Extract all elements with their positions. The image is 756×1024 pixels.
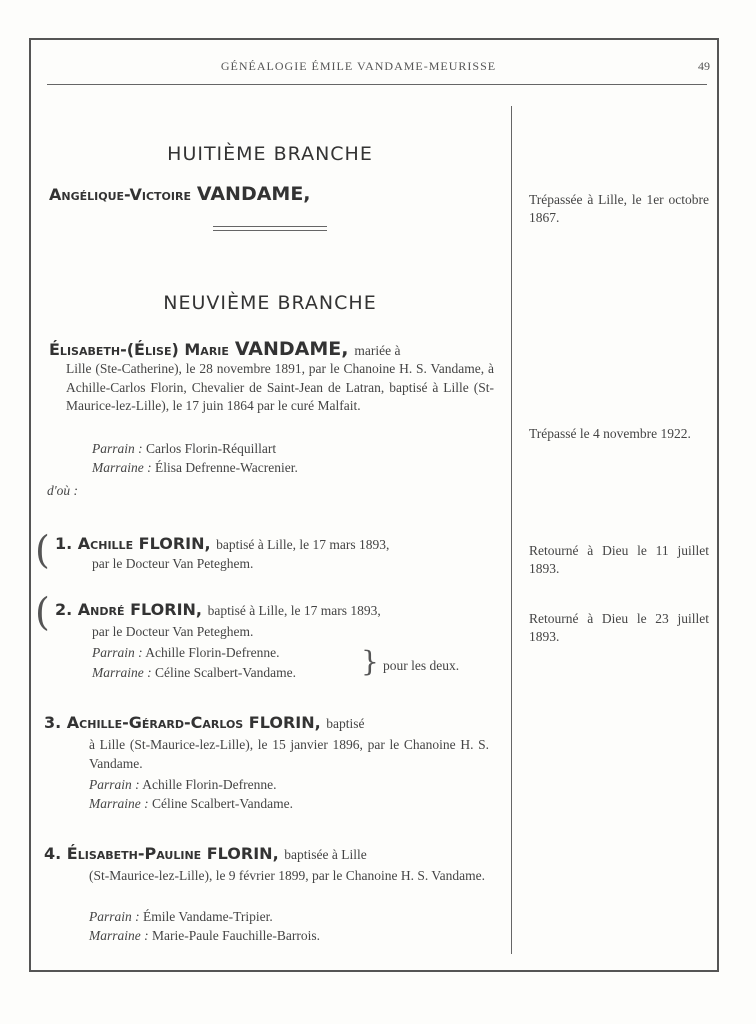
child1-note: Retourné à Dieu le 11 juillet 1893. xyxy=(529,543,709,576)
marraine-name: Céline Scalbert-Vandame. xyxy=(152,796,293,811)
parrain-label: Parrain : xyxy=(89,777,140,792)
child3-parrain xyxy=(89,776,276,795)
parrain-name: Achille Florin-Defrenne. xyxy=(142,777,277,792)
marraine-label: Marraine : xyxy=(89,796,149,811)
header-title: GÉNÉALOGIE ÉMILE VANDAME-MEURISSE xyxy=(220,59,497,73)
child2-note: Retourné à Dieu le 23 juillet 1893. xyxy=(529,611,709,644)
child3-last-name: FLORIN, xyxy=(248,713,321,732)
marraine-name: Marie-Paule Fauchille-Barrois. xyxy=(152,928,320,943)
child2-text2: par le Docteur Van Peteghem. xyxy=(92,624,254,639)
parrain-label: Parrain : xyxy=(89,909,140,924)
child1-text1: baptisé à Lille, le 17 mars 1893, xyxy=(216,537,390,552)
branch8-heading: HUITIÈME BRANCHE xyxy=(167,143,373,165)
brace-left: ( xyxy=(35,528,50,572)
child3-text1: baptisé xyxy=(326,716,365,731)
child2-number: 2. xyxy=(55,600,73,619)
child2-marraine xyxy=(92,664,296,683)
child1-text2: par le Docteur Van Peteghem. xyxy=(92,556,254,571)
child3-text2: à Lille (St-Maurice-lez-Lille), le 15 janvier 1896, par le Chanoine H. S. Vandame. xyxy=(89,737,489,771)
branch8-name xyxy=(49,183,311,205)
child4-parrain xyxy=(89,908,273,927)
child1-last-name: FLORIN, xyxy=(138,534,211,553)
brace-left-2: ( xyxy=(35,590,50,634)
child3-name xyxy=(44,713,504,732)
child1-first-name: Achille xyxy=(77,534,134,553)
branch9-intro: mariée à xyxy=(354,343,401,358)
branch9-text: Lille (Ste-Catherine), le 28 novembre 1891, par le Chanoine H. S. Vandame, à Achille-Carlos Florin, Chevalier de Saint-Jean de Latran, baptisé à Lille (St-Maurice-lez-Lille), le 17 juin 1864 par le curé Malfait. xyxy=(66,361,494,413)
brace-right: } xyxy=(361,645,379,678)
marraine-name: Élisa Defrenne-Wacrenier. xyxy=(155,460,298,475)
branch9-heading: NEUVIÈME BRANCHE xyxy=(163,292,377,314)
child3-number: 3. xyxy=(44,713,62,732)
child1-number: 1. xyxy=(55,534,73,553)
branch8-first-name: Angélique-Victoire xyxy=(49,185,191,204)
child4-marraine xyxy=(89,927,320,946)
parrain-name: Émile Vandame-Tripier. xyxy=(143,909,273,924)
child4-text2: (St-Maurice-lez-Lille), le 9 février 1899, par le Chanoine H. S. Vandame. xyxy=(89,868,485,883)
page-frame xyxy=(29,38,719,972)
branch9-note: Trépassé le 4 novembre 1922. xyxy=(529,426,691,441)
branch9-parrain xyxy=(92,440,276,459)
marraine-label: Marraine : xyxy=(92,460,152,475)
child4-number: 4. xyxy=(44,844,62,863)
branch9-last-name: VANDAME, xyxy=(234,338,349,360)
child4-name xyxy=(44,844,504,863)
child2-both: pour les deux. xyxy=(383,658,460,673)
page-header xyxy=(47,58,710,78)
child1-name xyxy=(55,534,505,553)
child3-first-name: Achille-Gérard-Carlos xyxy=(66,713,244,732)
branch9-marraine xyxy=(92,459,298,478)
parrain-label: Parrain : xyxy=(92,441,143,456)
child4-text1: baptisée à Lille xyxy=(284,847,367,862)
child2-parrain xyxy=(92,644,279,663)
branch8-last-name: VANDAME, xyxy=(196,183,311,205)
marraine-name: Céline Scalbert-Vandame. xyxy=(155,665,296,680)
child2-first-name: André xyxy=(77,600,125,619)
child4-first-name: Élisabeth-Pauline xyxy=(66,844,202,863)
child4-last-name: FLORIN, xyxy=(206,844,279,863)
child2-text1: baptisé à Lille, le 17 mars 1893, xyxy=(207,603,381,618)
ornament-rule xyxy=(213,226,327,231)
marraine-label: Marraine : xyxy=(92,665,152,680)
header-rule xyxy=(47,84,707,85)
child3-marraine xyxy=(89,795,293,814)
branch8-note: Trépassée à Lille, le 1er octobre 1867. xyxy=(529,192,709,225)
parrain-name: Achille Florin-Defrenne. xyxy=(145,645,280,660)
child2-name xyxy=(55,600,505,619)
page-number: 49 xyxy=(698,59,710,73)
branch9-name xyxy=(49,338,494,360)
child2-last-name: FLORIN, xyxy=(130,600,202,619)
parrain-label: Parrain : xyxy=(92,645,143,660)
branch9-first-name: Élisabeth-(Élise) Marie xyxy=(49,340,229,359)
column-divider xyxy=(511,106,512,954)
parrain-name: Carlos Florin-Réquillart xyxy=(146,441,277,456)
marraine-label: Marraine : xyxy=(89,928,149,943)
dou-label: d'où : xyxy=(47,483,79,498)
